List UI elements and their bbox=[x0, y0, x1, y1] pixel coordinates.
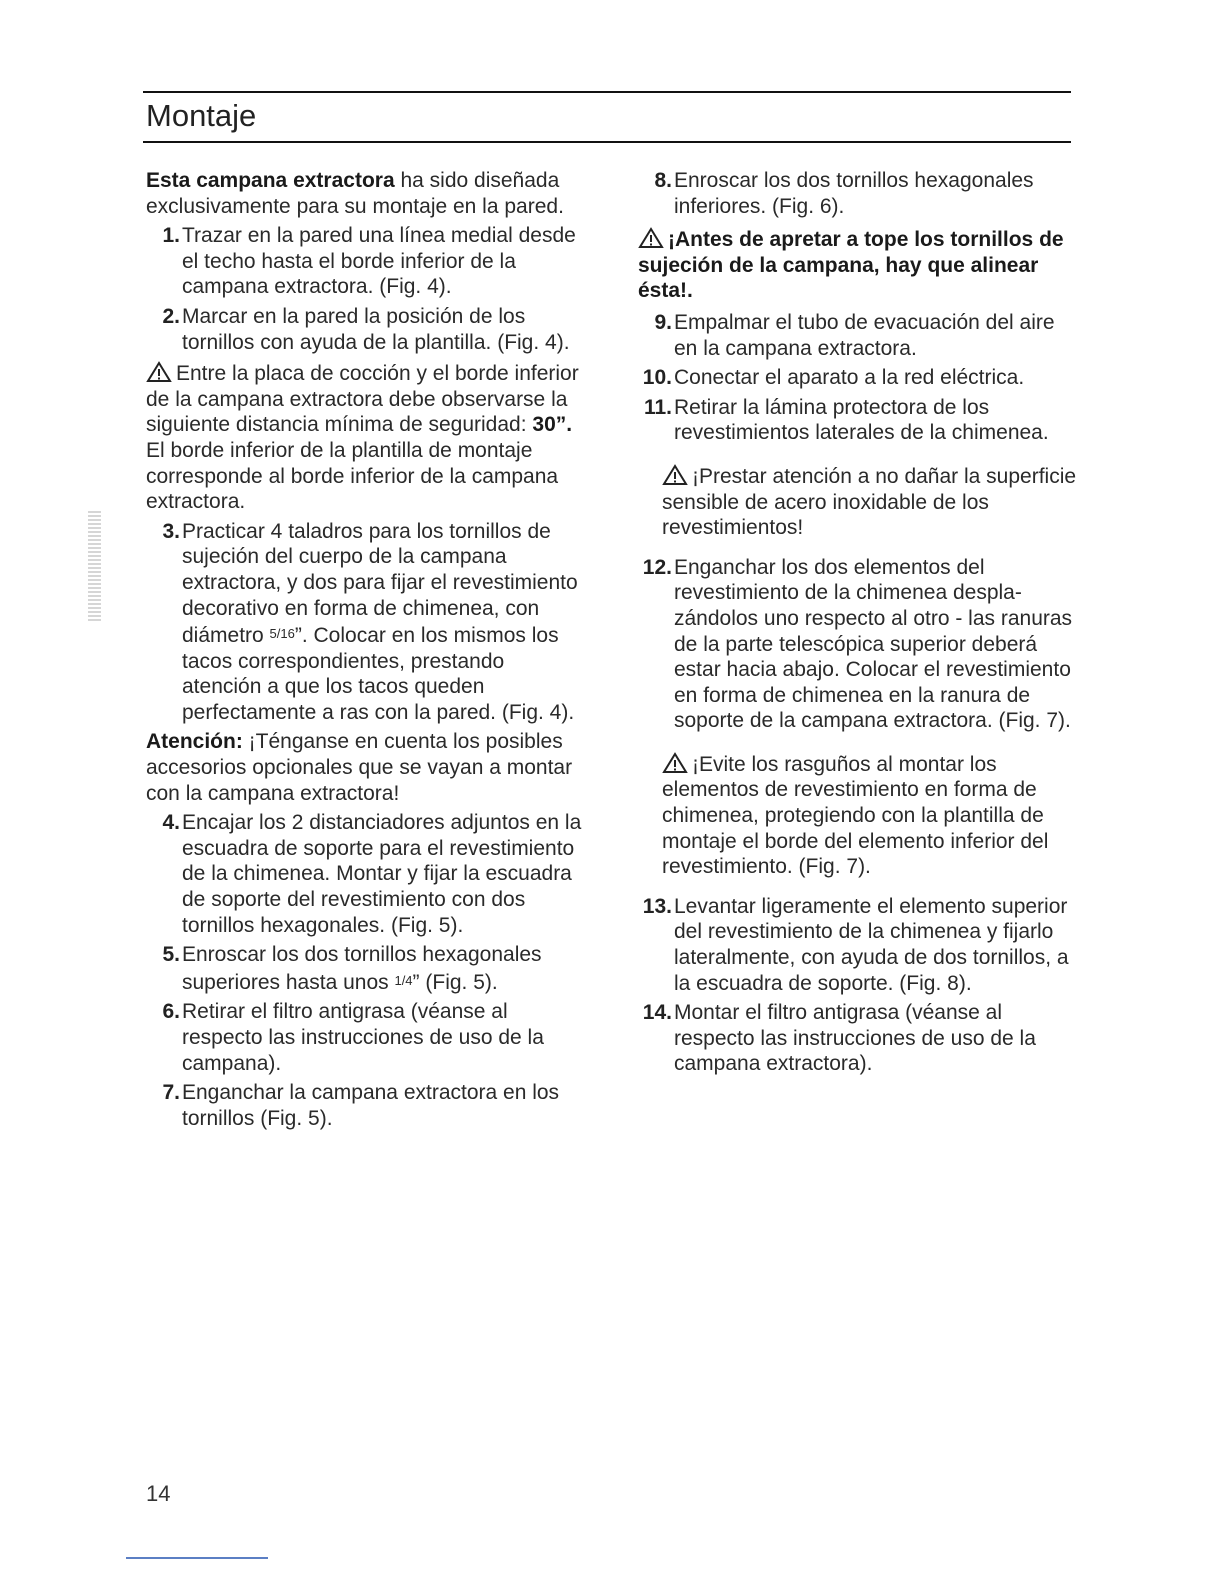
step-text: Enroscar los dos tornillos hexagonales inferiores. (Fig. 6). bbox=[674, 169, 1034, 218]
step-number: 7. bbox=[162, 1081, 180, 1105]
intro-paragraph bbox=[146, 168, 586, 219]
warning-scratches bbox=[638, 752, 1078, 880]
step-3 bbox=[146, 519, 586, 726]
step-text: Retirar el filtro antigrasa (véanse al respecto las instrucciones de uso de la campana). bbox=[182, 1000, 544, 1075]
step-number: 11. bbox=[643, 395, 672, 419]
template-note: El borde inferior de la plantilla de montaje corresponde al borde inferior de la campana extractora. bbox=[146, 438, 559, 514]
warning-text: ¡Antes de apretar a tope los tornillos de sujeción de la campana, hay que alinear ésta!. bbox=[638, 228, 1064, 303]
step-text: Encajar los 2 distanciadores adjuntos en la escuadra de soporte para el revestimiento de la chimenea. Montar y fijar la escuadra de soporte del revestimiento con dos tornillos hexagonales. (Fig. 5). bbox=[182, 811, 582, 937]
step-number: 5. bbox=[162, 943, 180, 967]
warning-alignment bbox=[638, 227, 1078, 304]
warning-text: ¡Evite los rasguños al montar los elementos de revestimiento en forma de chimenea, protegiendo con la plantilla de montaje el borde del elemento inferior del revestimiento. (Fig. 7). bbox=[662, 752, 1049, 879]
header-rule-top bbox=[143, 91, 1071, 93]
step-number: 14. bbox=[642, 1001, 672, 1025]
step-text: Enganchar la campana extractora en los tornillos (Fig. 5). bbox=[182, 1081, 560, 1130]
step-text: Marcar en la pared la posición de los tornillos con ayuda de la plantilla. (Fig. 4). bbox=[182, 304, 570, 354]
step-text-part: ” (Fig. 5). bbox=[412, 970, 498, 994]
step-7 bbox=[146, 1080, 586, 1131]
warning-text: ¡Prestar atención a no dañar la superficie sensible de acero inoxidable de los revestimientos! bbox=[662, 464, 1077, 540]
step-14 bbox=[638, 1000, 1078, 1077]
step-text: Conectar el aparato a la red eléctrica. bbox=[674, 366, 1025, 390]
section-tab-marker bbox=[88, 511, 101, 621]
fraction: 5/16 bbox=[269, 626, 295, 642]
step-text: Montar el filtro antigrasa (véanse al respecto las instrucciones de uso de la campana extractora). bbox=[674, 1001, 1036, 1076]
step-4 bbox=[146, 810, 586, 938]
step-number: 1. bbox=[162, 224, 180, 248]
warning-triangle-icon bbox=[146, 361, 172, 383]
step-text-part: Enroscar los dos tornillos hexagonales superiores hasta unos bbox=[182, 943, 542, 994]
step-text: Levantar ligeramente el elemento superior del revestimiento de la chimenea y fijarlo lateralmente, con ayuda de dos tornillos, a la escuadra de soporte. (Fig. 8). bbox=[674, 894, 1069, 995]
page-title: Montaje bbox=[146, 98, 257, 133]
attention-text: ¡Ténganse en cuenta los posibles accesorios opcionales que se vayan a montar con la campana extractora! bbox=[146, 730, 573, 805]
step-text-part: Practicar 4 taladros para los tornillos de sujeción del cuerpo de la campana extractora, y dos para fijar el revestimiento decorativo en forma de chimenea, con diámetro bbox=[182, 519, 578, 648]
page-number: 14 bbox=[146, 1481, 171, 1506]
step-text: Empalmar el tubo de evacuación del aire en la campana extractora. bbox=[674, 310, 1055, 360]
safety-distance-value: 30”. bbox=[532, 413, 573, 437]
step-text: Enganchar los dos elementos del revestimiento de la chimenea despla-zándolos uno respecto al otro - las ranuras de la parte telescópica superior deberá estar hacia abajo. Colocar el revestimiento en forma de chimenea en la ranura de soporte de la campana extractora. (Fig. 7). bbox=[674, 555, 1073, 733]
step-number: 6. bbox=[162, 1000, 180, 1024]
step-5 bbox=[146, 942, 586, 995]
fraction: 1/4 bbox=[394, 972, 413, 988]
step-text-part: ”. Colocar en los mismos los tacos correspondientes, prestando atención a que los tacos queden perfectamente a ras con la pared. (Fig. 4). bbox=[182, 624, 575, 724]
step-number: 3. bbox=[162, 519, 180, 543]
step-2 bbox=[146, 304, 586, 355]
bottom-accent-line bbox=[126, 1557, 268, 1559]
warning-text: Entre la placa de cocción y el borde inferior de la campana extractora debe observarse la siguiente distancia mínima de seguridad: bbox=[146, 362, 579, 437]
step-12 bbox=[638, 555, 1078, 734]
left-column bbox=[146, 168, 586, 1131]
step-10 bbox=[638, 365, 1078, 391]
step-number: 9. bbox=[654, 310, 672, 334]
step-13 bbox=[638, 894, 1078, 996]
step-number: 2. bbox=[162, 304, 180, 328]
intro-bold: Esta campana extractora bbox=[146, 169, 395, 192]
attention-paragraph bbox=[146, 729, 586, 806]
step-number: 4. bbox=[162, 811, 180, 835]
intro-text: ha sido diseñada exclusivamente para su montaje en la pared. bbox=[146, 169, 564, 218]
warning-triangle-icon bbox=[662, 464, 688, 486]
step-6 bbox=[146, 999, 586, 1076]
step-8 bbox=[638, 168, 1078, 219]
step-text bbox=[182, 519, 586, 726]
step-number: 12. bbox=[642, 555, 672, 579]
warning-distance bbox=[146, 361, 586, 515]
step-11 bbox=[638, 395, 1078, 446]
warning-triangle-icon bbox=[638, 227, 664, 249]
step-text: Trazar en la pared una línea medial desde el techo hasta el borde inferior de la campana extractora. (Fig. 4). bbox=[182, 224, 576, 299]
step-text bbox=[182, 942, 586, 995]
attention-label: Atención: bbox=[146, 730, 243, 754]
warning-stainless-steel bbox=[638, 464, 1078, 541]
step-1 bbox=[146, 223, 586, 300]
warning-triangle-icon bbox=[662, 752, 688, 774]
step-9 bbox=[638, 310, 1078, 361]
step-number: 13. bbox=[642, 894, 672, 918]
step-number: 8. bbox=[654, 169, 672, 192]
step-number: 10. bbox=[642, 366, 672, 390]
right-column bbox=[638, 168, 1078, 1077]
header-rule-bottom bbox=[143, 141, 1071, 143]
step-text: Retirar la lámina protectora de los revestimientos laterales de la chimenea. bbox=[674, 395, 1049, 445]
